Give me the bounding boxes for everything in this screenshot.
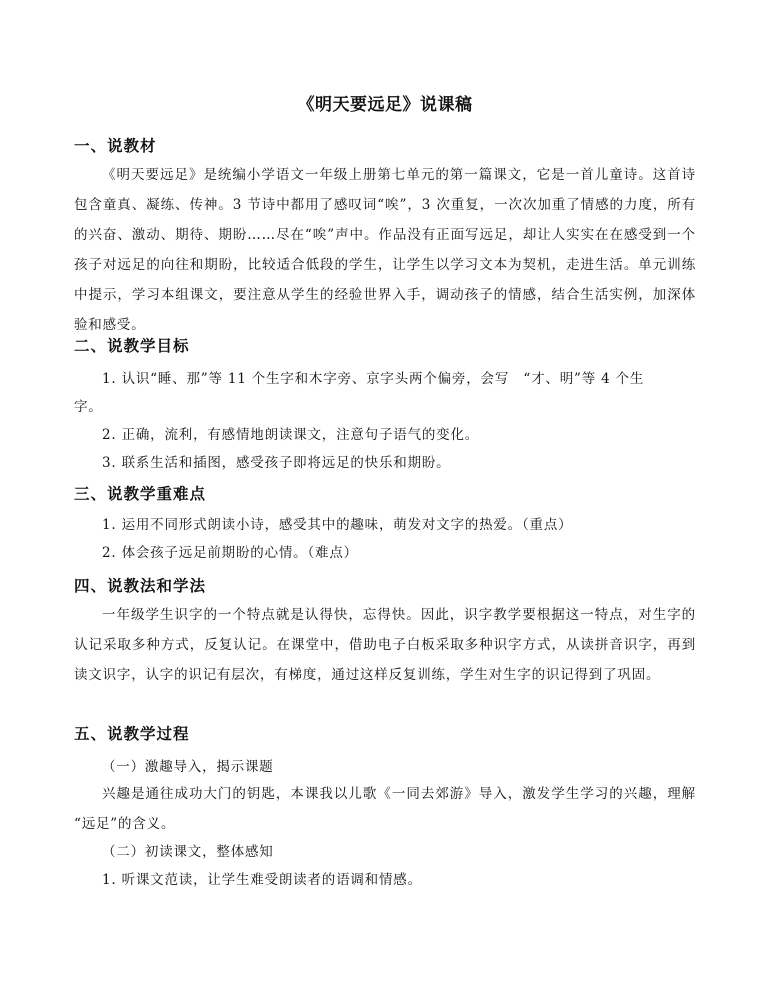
key-point-1: 1. 运用不同形式朗读小诗，感受其中的趣味，萌发对文字的热爱。（重点） xyxy=(102,517,573,533)
section-heading-textbook: 一、说教材 xyxy=(74,137,157,155)
objective-1-line-1: 1. 认识“睡、那”等 11 个生字和木字旁、京字头两个偏旁，会写 “才、明”等 4 个生 xyxy=(102,371,645,387)
methods-paragraph: 一年级学生识字的一个特点就是认得快，忘得快。因此，识字教学要根据这一特点，对生字的认记采取多种方式，反复认记。在课堂中，借助电子白板采取多种识字方式，从读拼音识字，再到读文识字，认字的识记有层次，有梯度，通过这样反复训练，学生对生字的识记得到了巩固。 xyxy=(74,607,696,683)
textbook-paragraph: 《明天要远足》是统编小学语文一年级上册第七单元的第一篇课文，它是一首儿童诗。这首诗包含童真、凝练、传神。3 节诗中都用了感叹词“唉”，3 次重复，一次次加重了情感的力度，所有的兴奋、激动、期待、期盼……尽在“唉”声中。作品没有正面写远足，却让人实实在在感受到一个孩子对远足的向往和期盼，比较适合低段的学生，让学生以学习文本为契机，走进生活。单元训练中提示，学习本组课文，要注意从学生的经验世界入手，调动孩子的情感，结合生活实例，加深体验和感受。 xyxy=(74,167,696,333)
process-paragraph-1: 兴趣是通往成功大门的钥匙，本课我以儿歌《一同去郊游》导入，激发学生学习的兴趣，理解 “远足”的含义。 xyxy=(74,786,696,832)
document-title: 《明天要远足》说课稿 xyxy=(297,95,473,115)
section-heading-methods: 四、说教法和学法 xyxy=(74,577,207,595)
process-item-1: 1. 听课文范读，让学生难受朗读者的语调和情感。 xyxy=(102,872,422,888)
objective-1-line-2: 字。 xyxy=(74,399,103,415)
section-heading-objectives: 二、说教学目标 xyxy=(74,337,190,355)
objective-2: 2. 正确，流利，有感情地朗读课文，注意句子语气的变化。 xyxy=(102,427,480,443)
process-subheading-1: （一）激趣导入，揭示课题 xyxy=(102,759,274,775)
section-heading-process: 五、说教学过程 xyxy=(74,725,190,743)
key-point-2: 2. 体会孩子远足前期盼的心情。（难点） xyxy=(102,545,358,561)
objective-3: 3. 联系生活和插图，感受孩子即将远足的快乐和期盼。 xyxy=(102,455,451,471)
section-heading-key-points: 三、说教学重难点 xyxy=(74,485,207,503)
process-subheading-2: （二）初读课文，整体感知 xyxy=(102,844,274,860)
